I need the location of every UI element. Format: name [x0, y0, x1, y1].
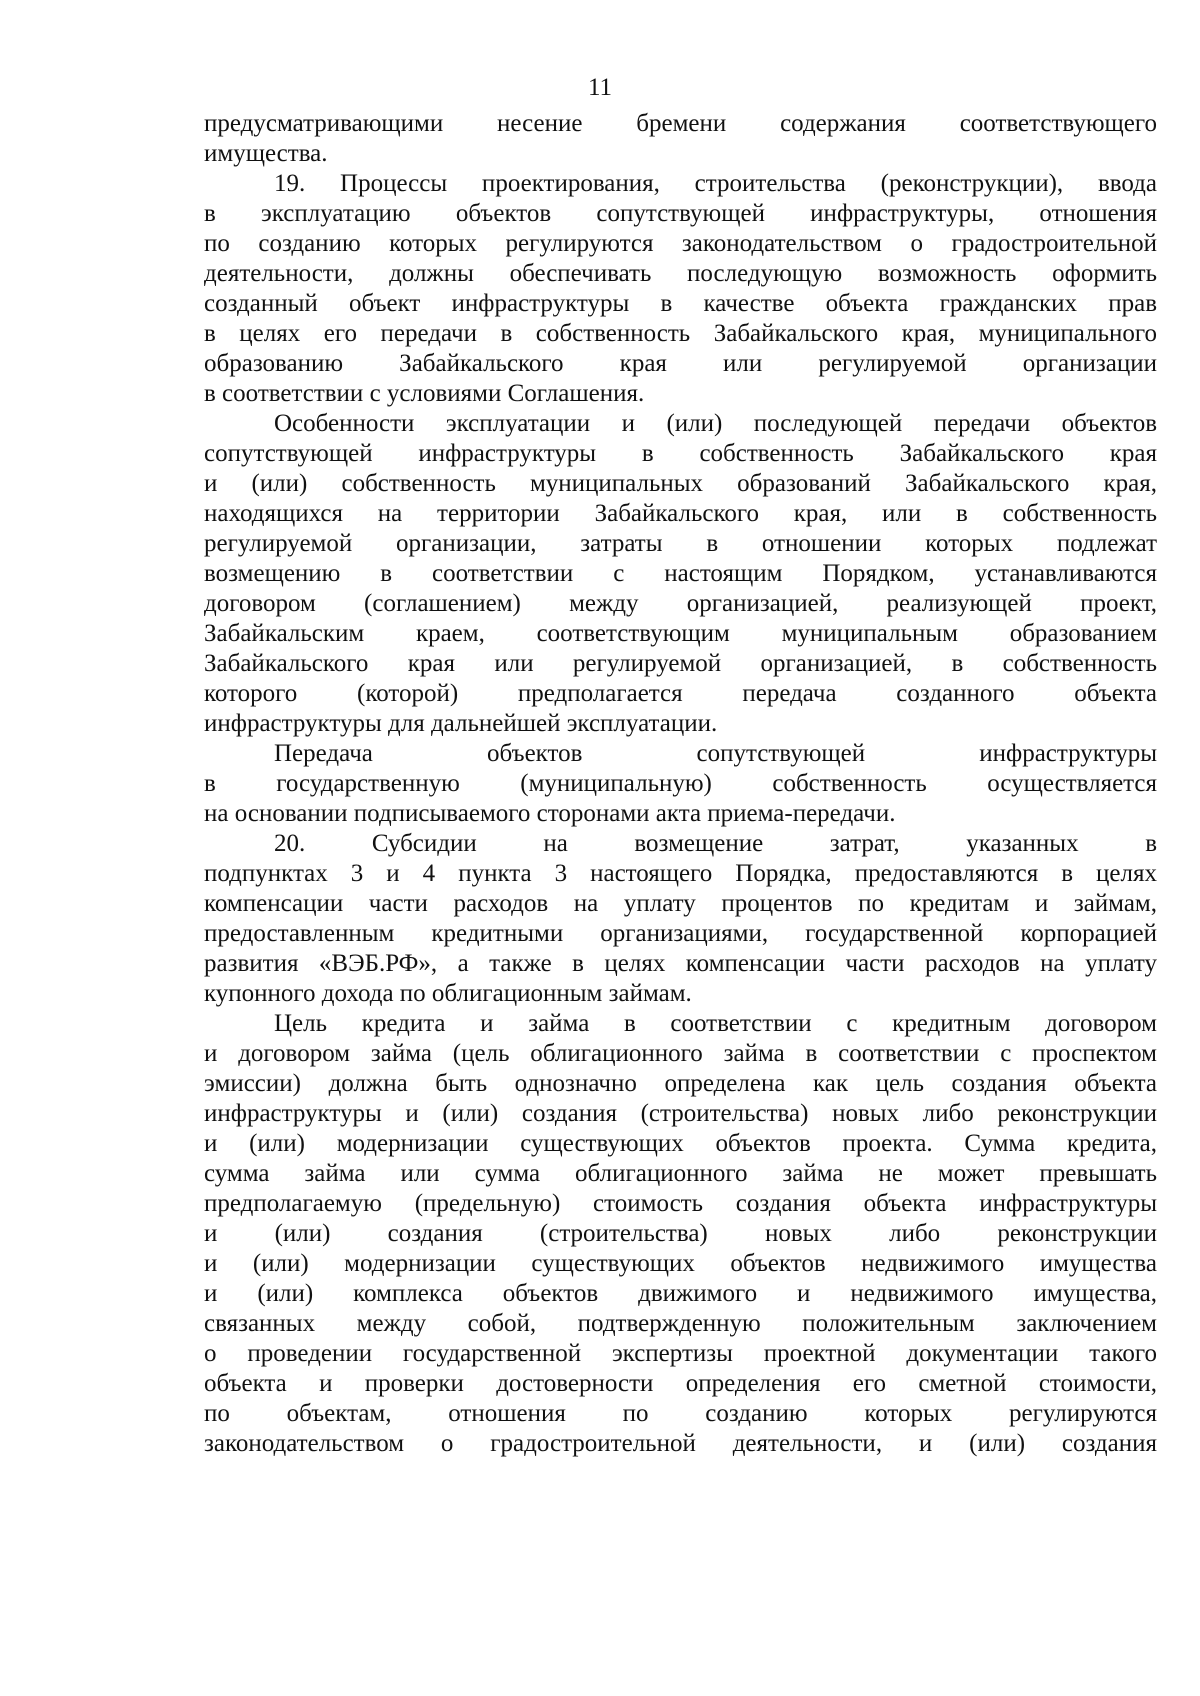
text-line: 19. Процессы проектирования, строительства (реконструкции), ввода — [274, 170, 1157, 197]
text-line: предполагаемую (предельную) стоимость создания объекта инфраструктуры — [204, 1190, 1157, 1217]
text-line: Передача объектов сопутствующей инфраструктуры — [274, 740, 1157, 767]
text-line: инфраструктуры и (или) создания (строительства) новых либо реконструкции — [204, 1100, 1157, 1127]
text-line: 20. Субсидии на возмещение затрат, указанных в — [274, 830, 1157, 857]
text-line: Особенности эксплуатации и (или) последующей передачи объектов — [274, 410, 1157, 437]
text-line: Цель кредита и займа в соответствии с кредитным договором — [274, 1010, 1157, 1037]
text-line: договором (соглашением) между организацией, реализующей проект, — [204, 590, 1157, 617]
text-line: подпунктах 3 и 4 пункта 3 настоящего Порядка, предоставляются в целях — [204, 860, 1157, 887]
text-line: и (или) модернизации существующих объектов проекта. Сумма кредита, — [204, 1130, 1157, 1157]
text-line: о проведении государственной экспертизы проектной документации такого — [204, 1340, 1157, 1367]
text-line: по созданию которых регулируются законодательством о градостроительной — [204, 230, 1157, 257]
text-line: в целях его передачи в собственность Забайкальского края, муниципального — [204, 320, 1157, 347]
text-line: деятельности, должны обеспечивать последующую возможность оформить — [204, 260, 1157, 287]
text-line: и (или) модернизации существующих объектов недвижимого имущества — [204, 1250, 1157, 1277]
text-line: и договором займа (цель облигационного займа в соответствии с проспектом — [204, 1040, 1157, 1067]
text-line: которого (которой) предполагается передача созданного объекта — [204, 680, 1157, 707]
text-line: находящихся на территории Забайкальского края, или в собственность — [204, 500, 1157, 527]
text-line: регулируемой организации, затраты в отношении которых подлежат — [204, 530, 1157, 557]
text-line: Забайкальским краем, соответствующим муниципальным образованием — [204, 620, 1157, 647]
text-line: на основании подписываемого сторонами акта приема-передачи. — [204, 800, 896, 827]
text-line: развития «ВЭБ.РФ», а также в целях компенсации части расходов на уплату — [204, 950, 1157, 977]
text-line: имущества. — [204, 140, 328, 167]
text-line: эмиссии) должна быть однозначно определена как цель создания объекта — [204, 1070, 1157, 1097]
text-line: Забайкальского края или регулируемой организацией, в собственность — [204, 650, 1157, 677]
text-line: и (или) создания (строительства) новых либо реконструкции — [204, 1220, 1157, 1247]
text-line: купонного дохода по облигационным займам. — [204, 980, 692, 1007]
text-line: в эксплуатацию объектов сопутствующей инфраструктуры, отношения — [204, 200, 1157, 227]
text-line: в государственную (муниципальную) собственность осуществляется — [204, 770, 1157, 797]
text-line: предоставленным кредитными организациями, государственной корпорацией — [204, 920, 1157, 947]
page-number: 11 — [587, 74, 613, 101]
text-line: сумма займа или сумма облигационного займа не может превышать — [204, 1160, 1157, 1187]
text-line: созданный объект инфраструктуры в качестве объекта гражданских прав — [204, 290, 1157, 317]
text-line: образованию Забайкальского края или регулируемой организации — [204, 350, 1157, 377]
text-line: предусматривающими несение бремени содержания соответствующего — [204, 110, 1157, 137]
text-line: инфраструктуры для дальнейшей эксплуатации. — [204, 710, 718, 737]
text-line: и (или) собственность муниципальных образований Забайкальского края, — [204, 470, 1157, 497]
text-line: возмещению в соответствии с настоящим Порядком, устанавливаются — [204, 560, 1157, 587]
text-line: по объектам, отношения по созданию которых регулируются — [204, 1400, 1157, 1427]
text-line: сопутствующей инфраструктуры в собственность Забайкальского края — [204, 440, 1157, 467]
text-line: объекта и проверки достоверности определения его сметной стоимости, — [204, 1370, 1157, 1397]
text-line: компенсации части расходов на уплату процентов по кредитам и займам, — [204, 890, 1157, 917]
text-line: в соответствии с условиями Соглашения. — [204, 380, 645, 407]
text-line: связанных между собой, подтвержденную положительным заключением — [204, 1310, 1157, 1337]
text-line: законодательством о градостроительной деятельности, и (или) создания — [204, 1430, 1157, 1457]
text-line: и (или) комплекса объектов движимого и недвижимого имущества, — [204, 1280, 1157, 1307]
